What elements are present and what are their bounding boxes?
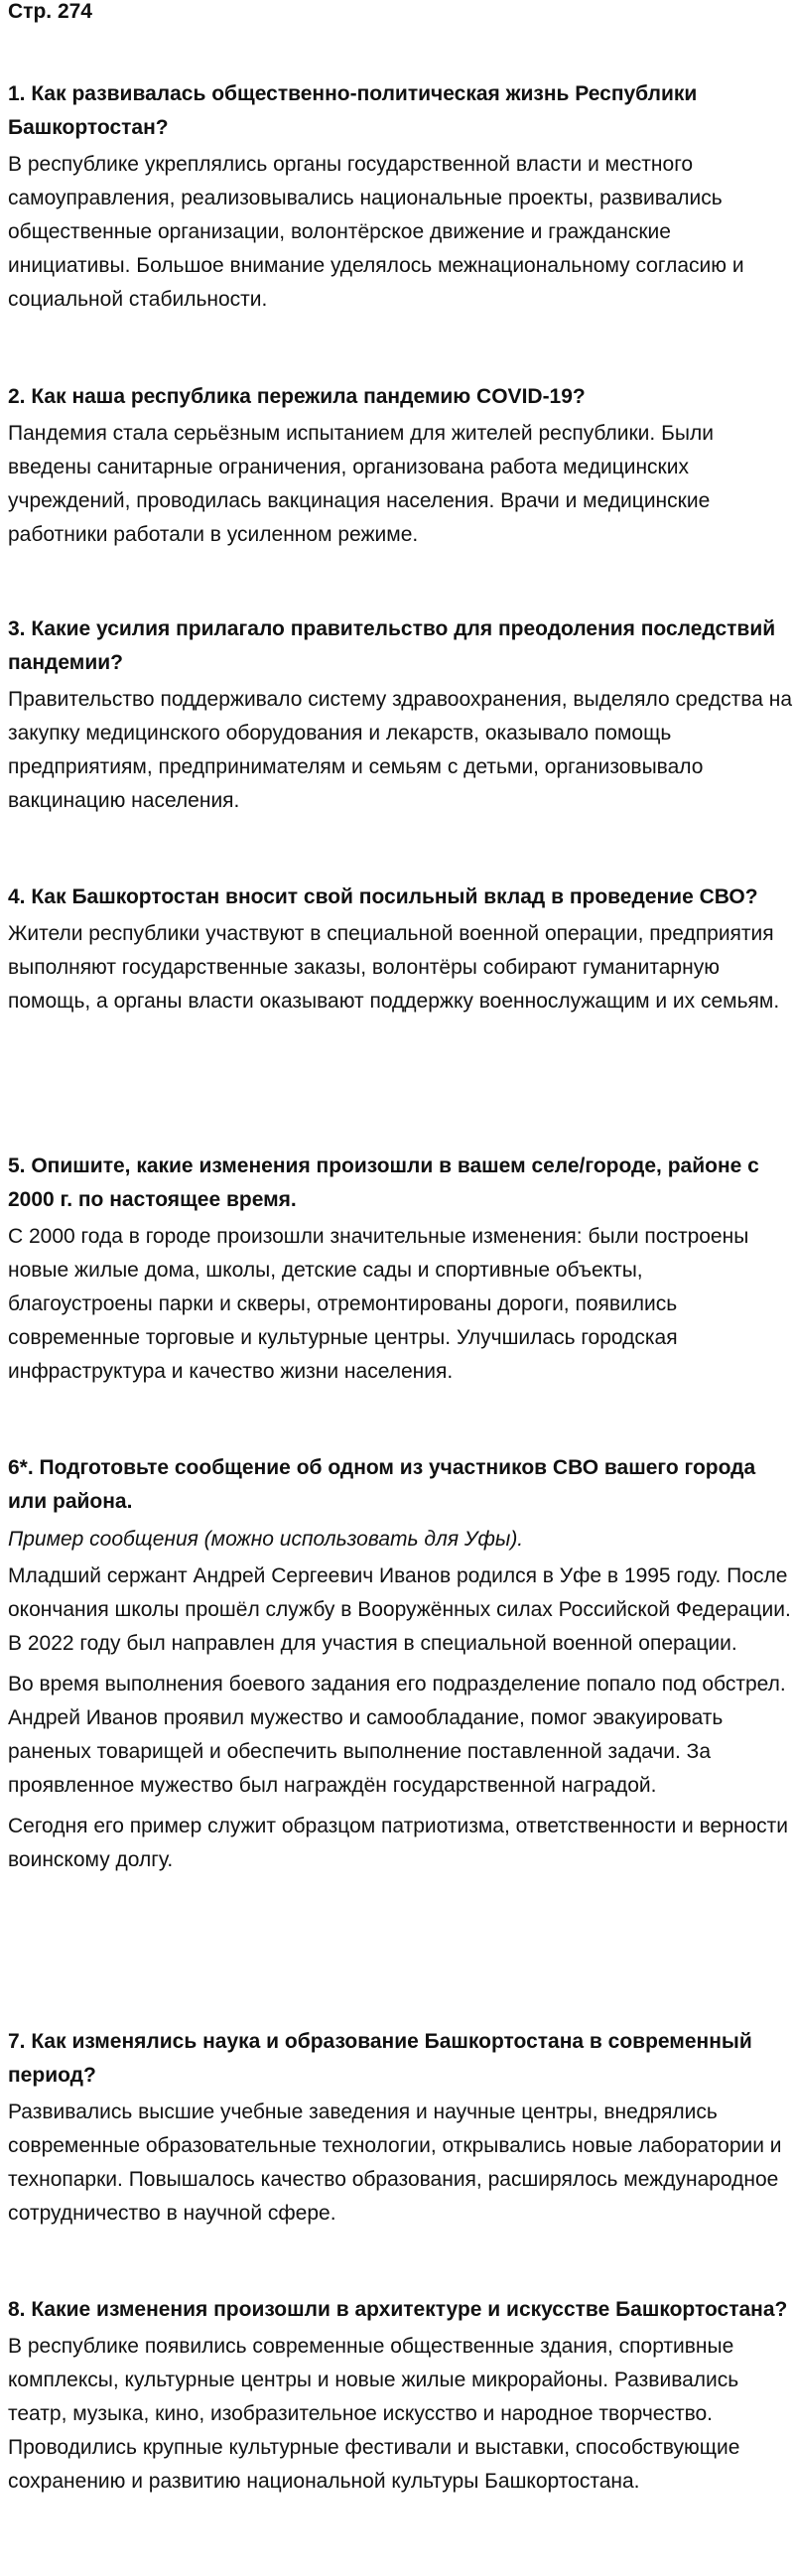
question-title: 8. Какие изменения произошли в архитектуре и искусстве Башкортостана?: [8, 2298, 788, 2321]
example-note: Пример сообщения (можно использовать для Уфы).: [8, 1528, 524, 1551]
answer-paragraph: С 2000 года в городе произошли значительные изменения: были построены новые жилые дома, школы, детские сады и спортивные объекты, благоустроены парки и скверы, отремонтированы дороги, появились современные торговые и культурные центры. Улучшилась городская инфраструктура и качество жизни населения.: [8, 1225, 749, 1383]
answer-paragraph: Сегодня его пример служит образцом патриотизма, ответственности и верности воинскому долгу.: [8, 1815, 789, 1871]
question-block-5: [8, 1150, 792, 1389]
question-title: 2. Как наша республика пережила пандемию COVID-19?: [8, 385, 586, 408]
question-block-4: [8, 881, 792, 1018]
answer-paragraph: Жители республики участвуют в специальной военной операции, предприятия выполняют государственные заказы, волонтёры собирают гуманитарную помощь, а органы власти оказывают поддержку военнослужащим и их семьям.: [8, 922, 780, 1013]
question-title: 7. Как изменялись наука и образование Башкортостана в современный период?: [8, 2030, 752, 2087]
answer-paragraph: В республике укреплялись органы государственной власти и местного самоуправления, реализовывались национальные проекты, развивались общественные организации, волонтёрское движение и гражданские инициативы. Большое внимание уделялось межнациональному согласию и социальной стабильности.: [8, 153, 744, 311]
question-title: 4. Как Башкортостан вносит свой посильный вклад в проведение СВО?: [8, 885, 758, 908]
answer-paragraph: Младший сержант Андрей Сергеевич Иванов родился в Уфе в 1995 году. После окончания школы прошёл службу в Вооружённых силах Российской Федерации. В 2022 году был направлен для участия в специальной военной операции.: [8, 1564, 791, 1655]
question-block-3: [8, 612, 792, 818]
question-block-2: [8, 380, 792, 552]
question-block-6: [8, 1451, 792, 1877]
question-title: 5. Опишите, какие изменения произошли в вашем селе/городе, районе с 2000 г. по настоящее время.: [8, 1154, 759, 1211]
page-number-label: Стр. 274: [8, 0, 92, 23]
question-title: 3. Какие усилия прилагало правительство для преодоления последствий пандемии?: [8, 617, 776, 674]
question-block-7: [8, 2025, 792, 2231]
question-block-1: [8, 77, 792, 317]
answer-paragraph: Во время выполнения боевого задания его подразделение попало под обстрел. Андрей Иванов проявил мужество и самообладание, помог эвакуировать раненых товарищей и обеспечить выполнение поставленной задачи. За проявленное мужество был награждён государственной наградой.: [8, 1673, 786, 1797]
answer-paragraph: В республике появились современные общественные здания, спортивные комплексы, культурные центры и новые жилые микрорайоны. Развивались театр, музыка, кино, изобразительное искусство и народное творчество. Проводились крупные культурные фестивали и выставки, способствующие сохранению и развитию национальной культуры Башкортостана.: [8, 2335, 740, 2493]
answer-paragraph: Правительство поддерживало систему здравоохранения, выделяло средства на закупку медицинского оборудования и лекарств, оказывало помощь предприятиям, предпринимателям и семьям с детьми, организовывало вакцинацию населения.: [8, 688, 793, 812]
question-title: 1. Как развивалась общественно-политическая жизнь Республики Башкортостан?: [8, 82, 698, 139]
question-block-8: [8, 2293, 792, 2499]
question-title: 6*. Подготовьте сообщение об одном из участников СВО вашего города или района.: [8, 1456, 756, 1513]
answer-paragraph: Развивались высшие учебные заведения и научные центры, внедрялись современные образовательные технологии, открывались новые лаборатории и технопарки. Повышалось качество образования, расширялось международное сотрудничество в научной сфере.: [8, 2101, 782, 2225]
answer-paragraph: Пандемия стала серьёзным испытанием для жителей республики. Были введены санитарные ограничения, организована работа медицинских учреждений, проводилась вакцинация населения. Врачи и медицинские работники работали в усиленном режиме.: [8, 422, 714, 546]
